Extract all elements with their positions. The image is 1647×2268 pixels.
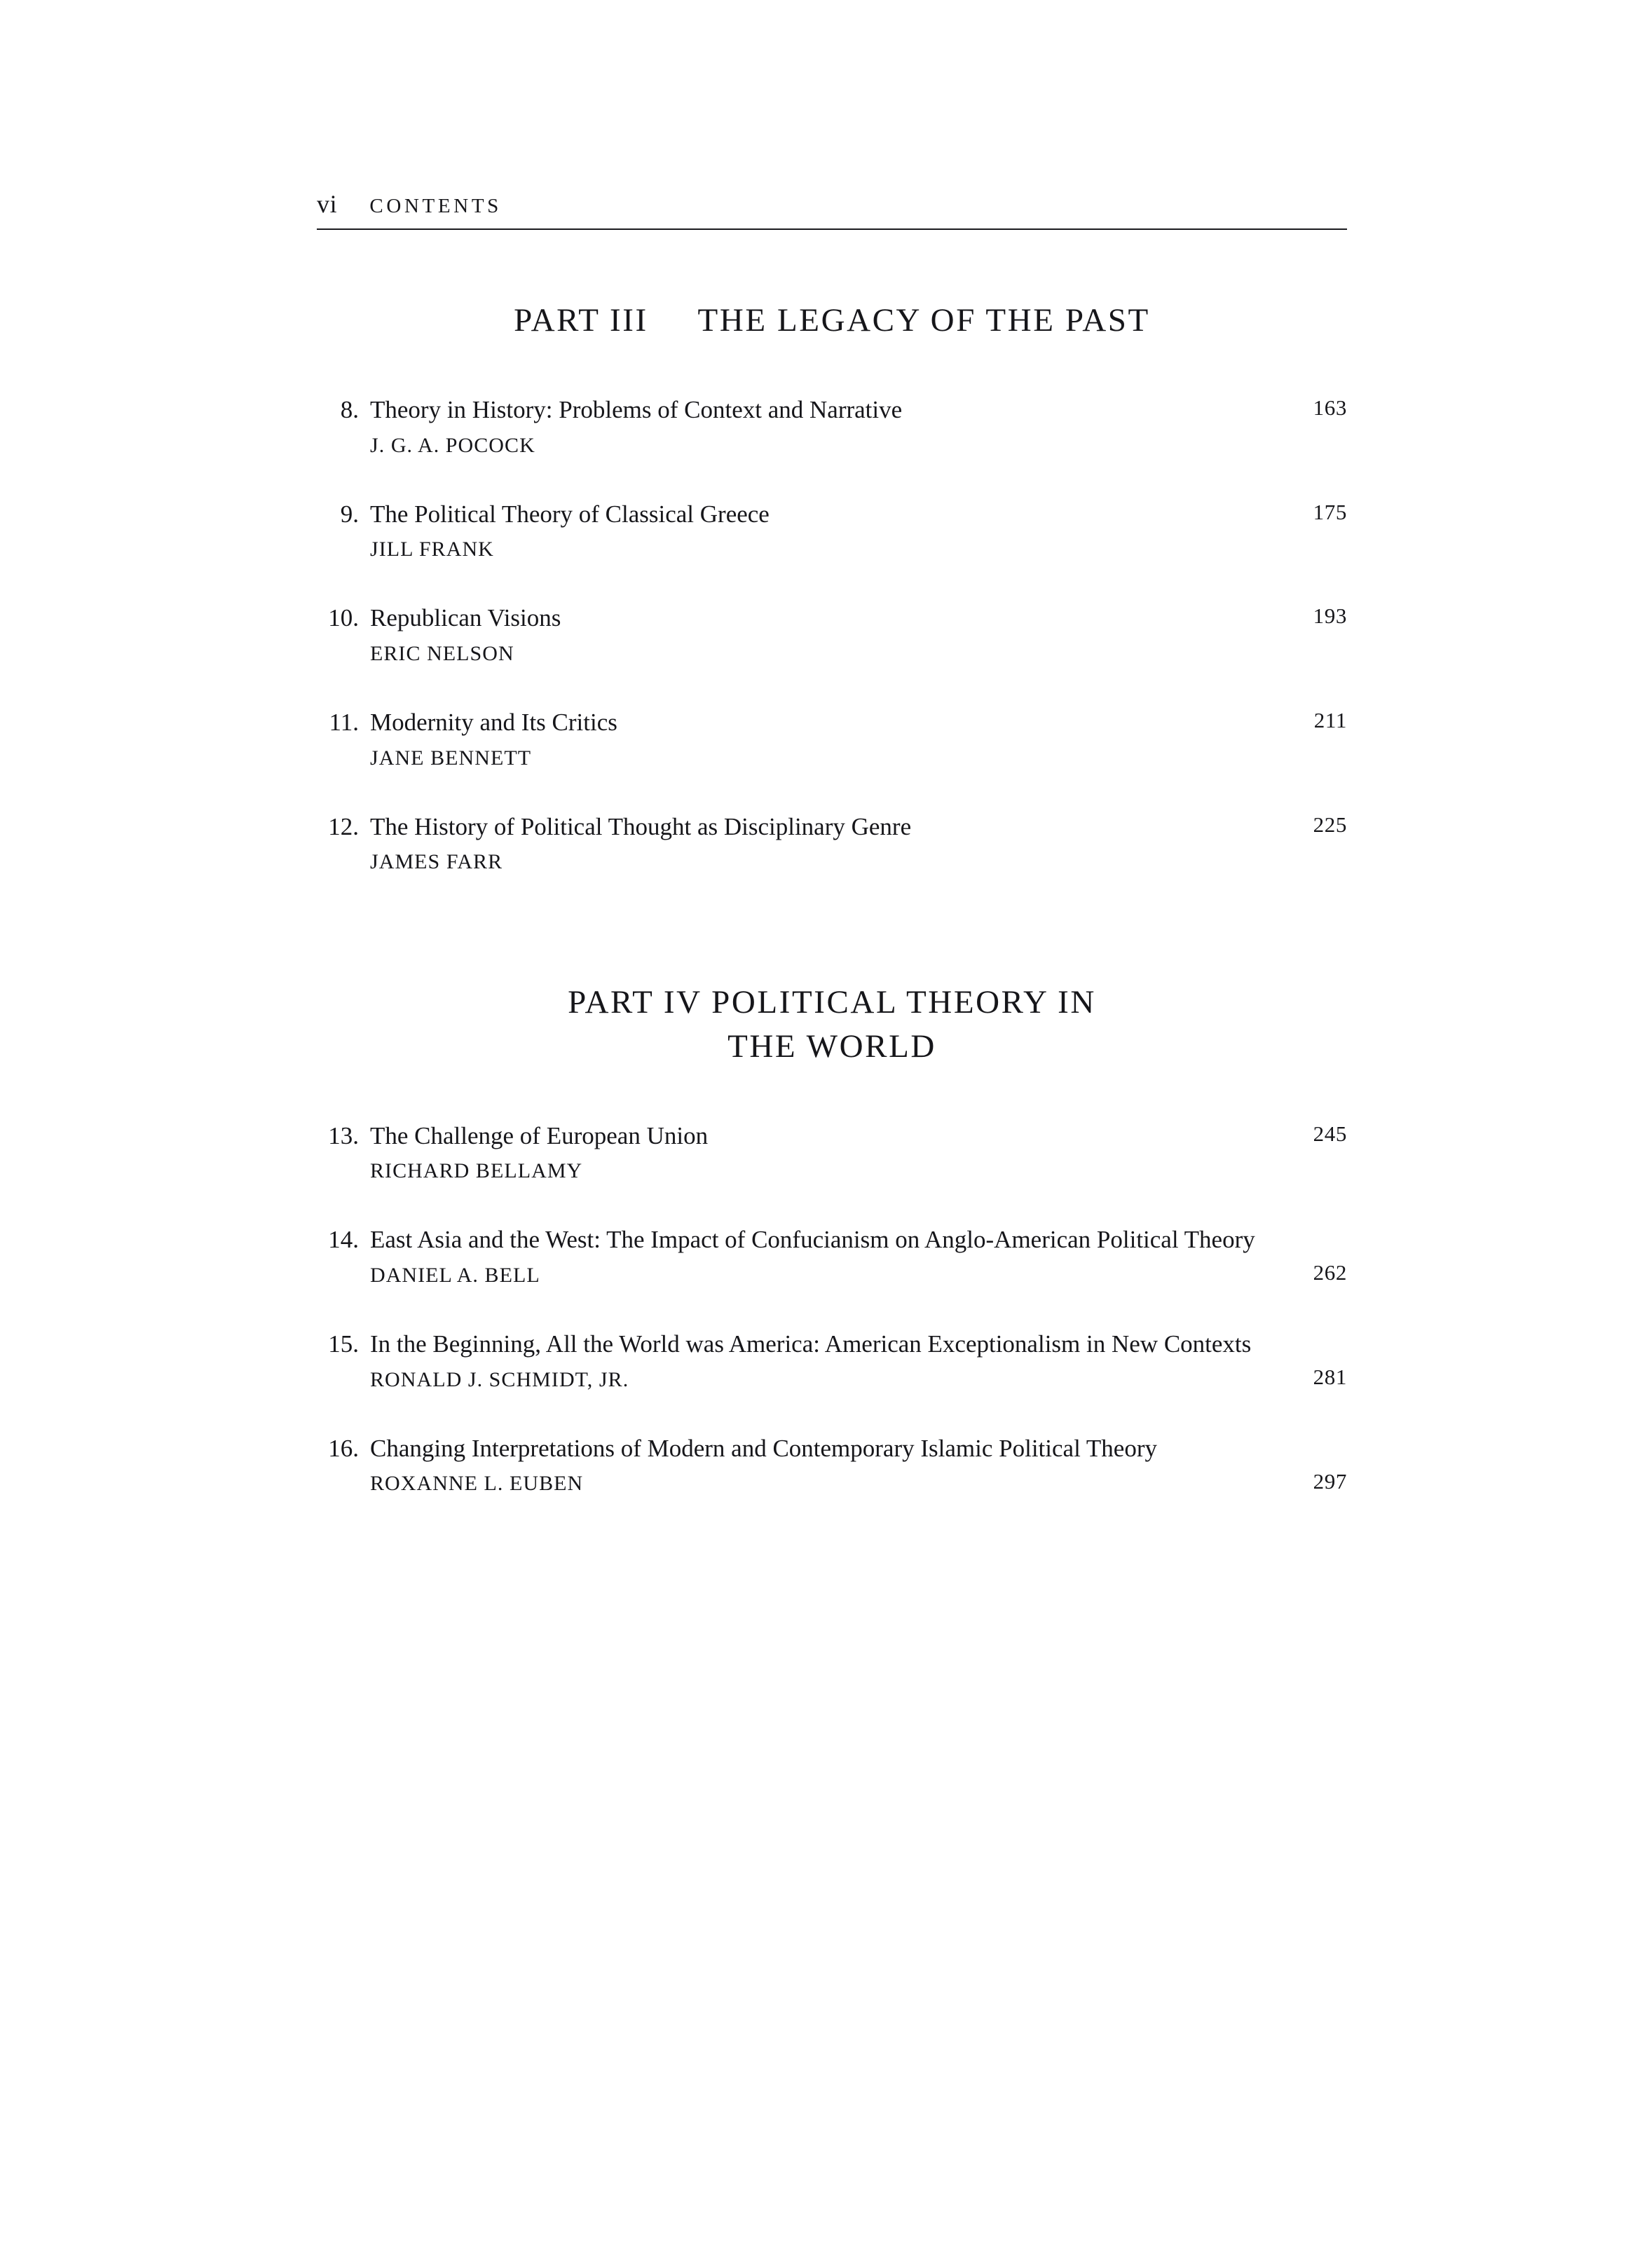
entry-title: East Asia and the West: The Impact of Confucianism on Anglo-American Political Theory xyxy=(370,1226,1255,1254)
entry-page-number: 193 xyxy=(1313,603,1347,629)
entry-number: 16. xyxy=(328,1434,359,1462)
entry-number: 15. xyxy=(328,1330,359,1358)
entry-author: J. G. A. POCOCK xyxy=(370,433,535,457)
header-rule xyxy=(317,228,1347,230)
part-3-title: THE LEGACY OF THE PAST xyxy=(697,302,1150,339)
entry-title: Modernity and Its Critics xyxy=(370,709,617,737)
entry-author: ROXANNE L. EUBEN xyxy=(370,1472,584,1496)
entry-number: 10. xyxy=(328,604,359,632)
toc-entry[interactable] xyxy=(317,392,1347,459)
entry-number: 9. xyxy=(340,500,359,528)
part-4-label: PART IV POLITICAL THEORY IN xyxy=(568,984,1096,1021)
entry-page-number: 262 xyxy=(1313,1260,1347,1285)
entry-number: 12. xyxy=(328,812,359,840)
part-heading-3 xyxy=(317,299,1347,342)
entry-number: 13. xyxy=(328,1121,359,1149)
entry-title: The Political Theory of Classical Greece xyxy=(370,500,770,528)
part-heading-4 xyxy=(317,981,1347,1067)
entry-title: Theory in History: Problems of Context and Narrative xyxy=(370,396,903,424)
entry-author: RICHARD BELLAMY xyxy=(370,1159,583,1183)
entry-author: JANE BENNETT xyxy=(370,746,532,770)
entry-title: In the Beginning, All the World was America: American Exceptionalism in New Contexts xyxy=(370,1330,1252,1358)
entry-page-number: 245 xyxy=(1313,1121,1347,1146)
entry-title: Changing Interpretations of Modern and Contemporary Islamic Political Theory xyxy=(370,1434,1157,1462)
entry-author: ERIC NELSON xyxy=(370,642,514,666)
entry-number: 8. xyxy=(340,396,359,424)
entry-author: JILL FRANK xyxy=(370,538,494,561)
entry-author: RONALD J. SCHMIDT, JR. xyxy=(370,1367,629,1391)
toc-entry[interactable] xyxy=(317,705,1347,772)
toc-entry[interactable] xyxy=(317,601,1347,667)
entry-page-number: 211 xyxy=(1313,708,1347,733)
entry-author: JAMES FARR xyxy=(370,850,503,874)
entry-title: Republican Visions xyxy=(370,604,561,632)
entry-title: The History of Political Thought as Disciplinary Genre xyxy=(370,812,912,840)
toc-list-part-3 xyxy=(317,392,1347,875)
toc-entry[interactable] xyxy=(317,1431,1347,1498)
part-4-title: THE WORLD xyxy=(727,1027,936,1065)
entry-page-number: 297 xyxy=(1313,1468,1347,1494)
running-head xyxy=(317,189,1347,219)
toc-entry[interactable] xyxy=(317,497,1347,563)
entry-page-number: 225 xyxy=(1313,812,1347,837)
entry-page-number: 175 xyxy=(1313,499,1347,524)
toc-entry[interactable] xyxy=(317,1222,1347,1289)
entry-title: The Challenge of European Union xyxy=(370,1121,709,1149)
entry-page-number: 163 xyxy=(1313,395,1347,421)
toc-entry[interactable] xyxy=(317,1119,1347,1185)
entry-number: 14. xyxy=(328,1226,359,1254)
part-3-label: PART III xyxy=(514,302,648,339)
toc-list-part-4 xyxy=(317,1119,1347,1498)
entry-number: 11. xyxy=(329,709,359,737)
entry-author: DANIEL A. BELL xyxy=(370,1263,540,1287)
toc-entry[interactable] xyxy=(317,809,1347,876)
entry-page-number: 281 xyxy=(1313,1364,1347,1389)
running-head-title: CONTENTS xyxy=(369,195,502,217)
toc-entry[interactable] xyxy=(317,1327,1347,1393)
page-content xyxy=(317,189,1347,1535)
folio-number: vi xyxy=(317,190,338,218)
